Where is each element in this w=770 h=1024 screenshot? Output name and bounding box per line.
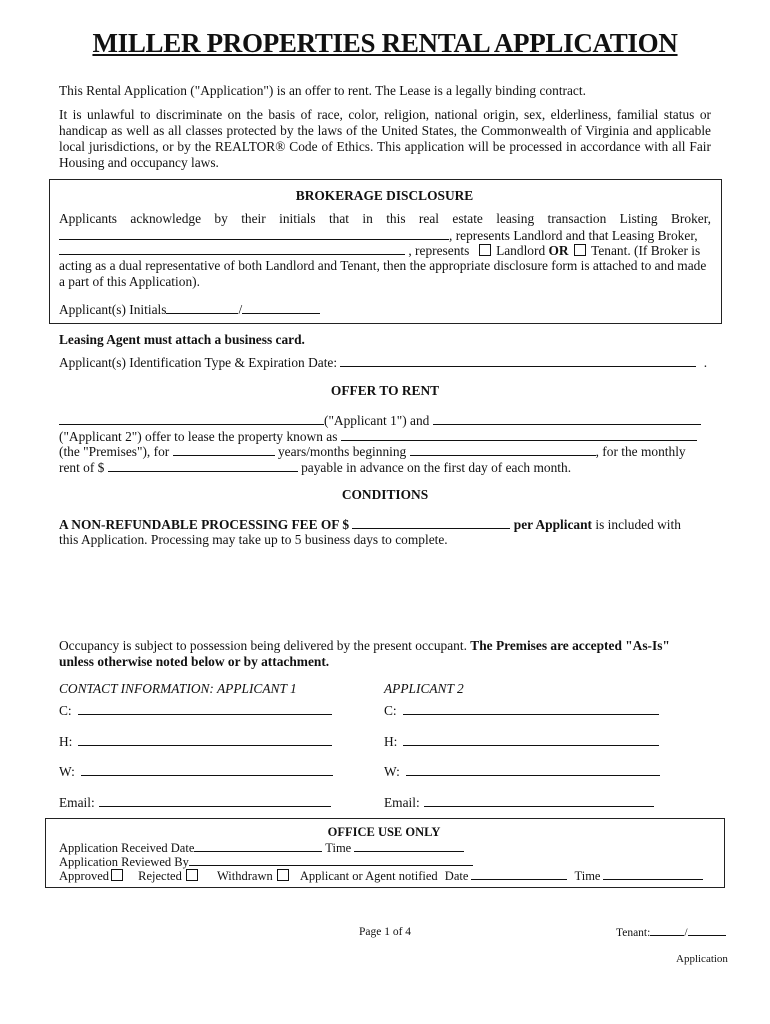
a1-email-field[interactable] (99, 794, 331, 807)
received-time-label: Time (325, 841, 352, 855)
initials-label: Applicant(s) Initials (59, 302, 167, 317)
document-title: MILLER PROPERTIES RENTAL APPLICATION (92, 28, 678, 58)
approved-checkbox[interactable] (111, 869, 123, 881)
tenant-initials-field-2[interactable] (688, 925, 726, 936)
monthly-label: , for the monthly (595, 444, 686, 459)
tenant-initials-slash: / (684, 927, 688, 939)
initials-field-2[interactable] (242, 301, 320, 314)
fee-label: A NON-REFUNDABLE PROCESSING FEE OF $ (59, 517, 350, 532)
occupancy-line1 (59, 638, 670, 654)
contact-heading-applicant1: CONTACT INFORMATION: APPLICANT 1 (59, 681, 297, 696)
notified-time-label: Time (574, 869, 601, 883)
occupancy-text: Occupancy is subject to possession being delivered by the present occupant. (59, 638, 467, 653)
occupancy-line2: unless otherwise noted below or by attachment. (59, 654, 330, 669)
tenant-label: Tenant. (If Broker is (591, 243, 701, 258)
landlord-label: Landlord (496, 243, 546, 258)
rejected-label: Rejected (138, 869, 182, 883)
fee-line2: this Application. Processing may take up to 5 business days to complete. (59, 532, 448, 547)
fee-field[interactable] (352, 516, 510, 529)
a1-work-label: W: (59, 764, 75, 779)
rent-label: rent of $ (59, 460, 105, 475)
premises-label: (the "Premises"), for (59, 444, 170, 459)
or-label: OR (548, 243, 569, 258)
withdrawn-checkbox[interactable] (277, 869, 289, 881)
a1-cell-label: C: (59, 703, 72, 718)
fee-line1 (59, 516, 681, 533)
status-row (59, 868, 703, 883)
applicant2-name-field[interactable] (433, 412, 701, 425)
a1-work-field[interactable] (81, 763, 333, 776)
a2-work-row (384, 763, 660, 780)
a2-home-label: H: (384, 734, 398, 749)
contact-heading-applicant2: APPLICANT 2 (384, 681, 464, 696)
applicant2-label: ("Applicant 2") offer to lease the property known as (59, 429, 338, 444)
a1-cell-field[interactable] (78, 702, 332, 715)
landlord-checkbox[interactable] (479, 244, 491, 256)
a1-work-row (59, 763, 333, 780)
brokerage-line2-text: , represents Landlord and that Leasing Broker, (449, 228, 698, 243)
leasing-broker-field[interactable] (59, 242, 405, 255)
fair-housing-paragraph: It is unlawful to discriminate on the basis of race, color, religion, national origin, sex, elderliness, familial status or handicap as well as all classes protected by the laws of the United States, the Commonwealth of Virginia and applicable local jurisdictions, or by the REALTOR® Code of Ethics. This application will be processed in accordance with all Fair Housing and occupancy laws. (59, 107, 711, 170)
a1-email-row (59, 794, 331, 811)
notified-date-field[interactable] (471, 868, 567, 880)
a1-home-label: H: (59, 734, 73, 749)
received-label: Application Received Date (59, 841, 195, 855)
rent-field[interactable] (108, 459, 298, 472)
a2-cell-label: C: (384, 703, 397, 718)
start-date-field[interactable] (410, 443, 596, 456)
per-applicant-label: per Applicant (513, 517, 593, 532)
term-field[interactable] (173, 443, 275, 456)
notified-time-field[interactable] (603, 868, 703, 880)
footer-application-label: Application (676, 953, 728, 965)
initials-row (59, 301, 320, 318)
offer-heading: OFFER TO RENT (330, 383, 440, 398)
id-label: Applicant(s) Identification Type & Expiration Date: (59, 355, 338, 370)
offer-line4 (59, 459, 571, 476)
years-label: years/months beginning (277, 444, 407, 459)
notified-label: Applicant or Agent notified (299, 869, 438, 883)
brokerage-line1: Applicants acknowledge by their initials that in this real estate leasing transaction Listing Broker, (59, 211, 711, 226)
office-heading: OFFICE USE ONLY (327, 825, 441, 839)
a1-home-field[interactable] (78, 733, 332, 746)
intro-paragraph: This Rental Application ("Application") is an offer to rent. The Lease is a legally binding contract. (59, 83, 586, 98)
a2-home-row (384, 733, 659, 750)
payable-label: payable in advance on the first day of each month. (301, 460, 572, 475)
a2-home-field[interactable] (403, 733, 659, 746)
reviewed-by-field[interactable] (189, 854, 473, 866)
tenant-initials-field-1[interactable] (650, 925, 684, 936)
listing-broker-field[interactable] (59, 227, 449, 240)
offer-line1 (59, 412, 701, 429)
page-number: Page 1 of 4 (359, 926, 412, 938)
a2-email-label: Email: (384, 795, 420, 810)
a2-email-row (384, 794, 654, 811)
a2-work-label: W: (384, 764, 400, 779)
brokerage-heading: BROKERAGE DISCLOSURE (295, 188, 474, 203)
received-time-field[interactable] (354, 840, 464, 852)
reviewed-row (59, 854, 473, 869)
a2-email-field[interactable] (424, 794, 654, 807)
a2-work-field[interactable] (406, 763, 660, 776)
received-row (59, 840, 464, 855)
brokerage-line3 (59, 242, 700, 259)
id-field[interactable] (340, 354, 696, 367)
tenant-checkbox[interactable] (574, 244, 586, 256)
withdrawn-label: Withdrawn (216, 869, 273, 883)
property-field[interactable] (341, 428, 697, 441)
applicant1-label: ("Applicant 1") and (324, 413, 430, 428)
tenant-initials-label: Tenant: (616, 927, 651, 939)
represents-text: , represents (408, 243, 470, 258)
a1-home-row (59, 733, 332, 750)
tenant-initials-row (616, 925, 726, 940)
brokerage-line4: acting as a dual representative of both Landlord and Tenant, then the appropriate disclosure form is attached to and made a part of this Application). (59, 258, 707, 289)
offer-line3 (59, 443, 686, 460)
a1-email-label: Email: (59, 795, 95, 810)
rejected-checkbox[interactable] (186, 869, 198, 881)
a2-cell-row (384, 702, 659, 719)
id-row (59, 354, 707, 371)
applicant1-name-field[interactable] (59, 412, 324, 425)
as-is-text: The Premises are accepted "As-Is" (470, 638, 670, 653)
a1-cell-row (59, 702, 332, 719)
initials-field-1[interactable] (166, 301, 238, 314)
notified-date-label: Date (444, 869, 469, 883)
received-date-field[interactable] (194, 840, 322, 852)
approved-label: Approved (59, 869, 109, 883)
conditions-heading: CONDITIONS (341, 487, 429, 502)
fee-included-label: is included with (595, 517, 681, 532)
leasing-agent-note: Leasing Agent must attach a business card. (59, 332, 305, 347)
reviewed-label: Application Reviewed By (59, 855, 189, 869)
a2-cell-field[interactable] (403, 702, 659, 715)
initials-slash: / (238, 302, 243, 317)
id-period: . (703, 355, 708, 370)
